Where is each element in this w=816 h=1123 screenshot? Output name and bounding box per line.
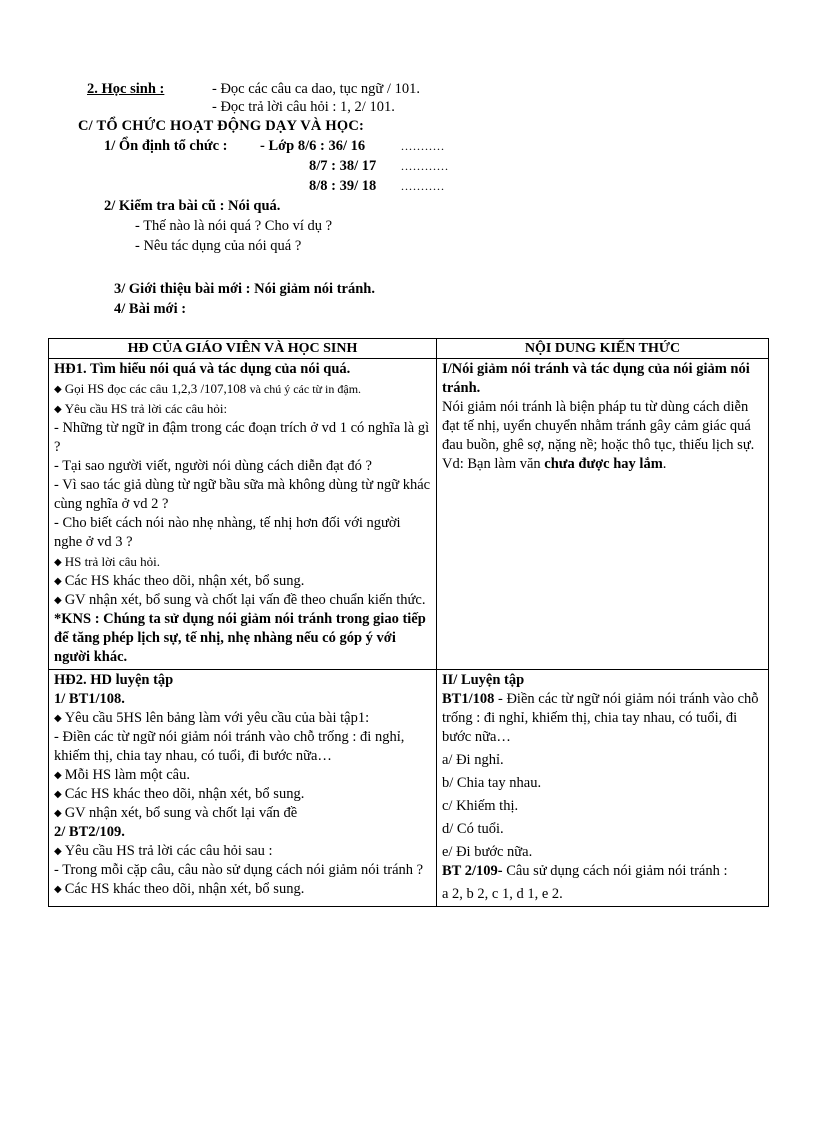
activity-1-question-2: - Tại sao người viết, người nói dùng cách diễn đạt đó ? xyxy=(54,458,372,474)
knowledge-1-example: Vd: Bạn làm văn chưa được hay lắm. xyxy=(442,456,667,472)
knowledge-1-definition: Nói giảm nói tránh là biện pháp tu từ dùng cách diễn đạt tế nhị, uyển chuyển nhằm tránh gây cảm giác quá đau buồn, ghê sợ, nặng nề; hoặc thô tục, thiếu lịch sự. xyxy=(442,399,755,453)
knowledge-2-answer: a 2, b 2, c 1, d 1, e 2. xyxy=(442,886,563,902)
activity-1-step-1: ◆ Gọi HS đọc các câu 1,2,3 /107,108 và chú ý các từ in đậm. xyxy=(54,381,362,396)
section-c-title: C/ TỔ CHỨC HOẠT ĐỘNG DẠY VÀ HỌC: xyxy=(78,118,365,134)
answer-a: a/ Đi nghỉ. xyxy=(442,752,504,768)
activity-1-step-4: ◆ Các HS khác theo dõi, nhận xét, bổ sung. xyxy=(54,573,305,589)
diamond-bullet-icon: ◆ xyxy=(54,557,62,568)
activity-2-step-5: ◆ Yêu cầu HS trả lời các câu hỏi sau : xyxy=(54,843,273,859)
new-lesson-label: 4/ Bài mới : xyxy=(114,301,187,317)
diamond-bullet-icon: ◆ xyxy=(54,595,62,606)
org-dots-1: ........... xyxy=(401,139,445,153)
knowledge-1-title: I/Nói giảm nói tránh và tác dụng của nói giảm nói tránh. xyxy=(442,361,750,396)
header-knowledge: NỘI DUNG KIẾN THỨC xyxy=(437,339,769,359)
knowledge-2-bt2: BT 2/109- Câu sử dụng cách nói giảm nói tránh : xyxy=(442,863,728,879)
activity-2-step-2: ◆ Mỗi HS làm một câu. xyxy=(54,767,190,783)
knowledge-2-bt1: BT1/108 - Điền các từ ngữ nói giảm nói tránh vào chỗ trống : đi nghỉ, khiếm thị, chia tay nhau, có tuổi, đi bước nữa… xyxy=(442,691,759,745)
diamond-bullet-icon: ◆ xyxy=(54,808,62,819)
diamond-bullet-icon: ◆ xyxy=(54,713,62,724)
activity-1-step-2: ◆ Yêu cầu HS trả lời các câu hỏi: xyxy=(54,401,228,416)
activity-2-step-1: ◆ Yêu cầu 5HS lên bảng làm với yêu cầu của bài tập1: xyxy=(54,710,370,726)
answer-b: b/ Chia tay nhau. xyxy=(442,775,542,791)
activity-2-title: HĐ2. HD luyện tập xyxy=(54,672,174,688)
diamond-bullet-icon: ◆ xyxy=(54,404,62,415)
knowledge-1-cell xyxy=(437,359,769,670)
activity-2-question: - Trong mỗi cặp câu, câu nào sử dụng cách nói giảm nói tránh ? xyxy=(54,862,424,878)
activity-1-cell xyxy=(49,359,437,670)
diamond-bullet-icon: ◆ xyxy=(54,576,62,587)
table-row-activity-2 xyxy=(49,670,769,907)
org-dots-3: ........... xyxy=(401,179,445,193)
org-class-3: 8/8 : 39/ 18 xyxy=(309,178,377,194)
knowledge-2-title: II/ Luyện tập xyxy=(442,672,525,688)
activity-2-step-3: ◆ Các HS khác theo dõi, nhận xét, bổ sung. xyxy=(54,786,305,802)
activity-1-step-5: ◆ GV nhận xét, bổ sung và chốt lại vấn đề theo chuẩn kiến thức. xyxy=(54,592,426,608)
review-question-2: - Nêu tác dụng của nói quá ? xyxy=(135,238,302,254)
lesson-table xyxy=(48,338,769,907)
org-dots-2: ............ xyxy=(401,159,449,173)
activity-2-task: - Điền các từ ngữ nói giảm nói tránh vào chỗ trống : đi nghỉ, khiếm thị, chia tay nhau, có tuổi, đi bước nữa… xyxy=(54,729,405,764)
answer-e: e/ Đi bước nữa. xyxy=(442,844,533,860)
activity-1-question-3: - Vì sao tác giả dùng từ ngữ bầu sữa mà không dùng từ ngữ khác cùng nghĩa ở vd 2 ? xyxy=(54,477,431,512)
review-label: 2/ Kiểm tra bài cũ : Nói quá. xyxy=(104,198,281,214)
activity-2-bt2: 2/ BT2/109. xyxy=(54,824,125,840)
diamond-bullet-icon: ◆ xyxy=(54,789,62,800)
table-row-activity-1 xyxy=(49,359,769,670)
org-class-1: - Lớp 8/6 : 36/ 16 xyxy=(260,138,366,154)
students-task-2: - Đọc trả lời câu hỏi : 1, 2/ 101. xyxy=(212,99,395,115)
diamond-bullet-icon: ◆ xyxy=(54,846,62,857)
header-teacher-student: HĐ CỦA GIÁO VIÊN VÀ HỌC SINH xyxy=(49,339,437,359)
diamond-bullet-icon: ◆ xyxy=(54,770,62,781)
intro-new-lesson: 3/ Giới thiệu bài mới : Nói giảm nói tránh. xyxy=(114,281,375,297)
activity-2-step-6: ◆ Các HS khác theo dõi, nhận xét, bổ sung. xyxy=(54,881,305,897)
activity-1-question-1: - Những từ ngữ in đậm trong các đoạn trích ở vd 1 có nghĩa là gì ? xyxy=(54,420,430,455)
org-label: 1/ Ổn định tổ chức : xyxy=(104,138,228,154)
review-question-1: - Thế nào là nói quá ? Cho ví dụ ? xyxy=(135,218,333,234)
answer-d: d/ Có tuổi. xyxy=(442,821,504,837)
diamond-bullet-icon: ◆ xyxy=(54,884,62,895)
activity-1-step-3: ◆ HS trả lời câu hỏi. xyxy=(54,554,161,569)
table-header-row xyxy=(49,339,769,359)
org-class-2: 8/7 : 38/ 17 xyxy=(309,158,377,174)
diamond-bullet-icon: ◆ xyxy=(54,384,62,395)
activity-1-title: HĐ1. Tìm hiểu nói quá và tác dụng của nói quá. xyxy=(54,361,351,377)
activity-2-bt1: 1/ BT1/108. xyxy=(54,691,125,707)
knowledge-2-cell xyxy=(437,670,769,907)
activity-1-kns: *KNS : Chúng ta sử dụng nói giảm nói tránh trong giao tiếp để tăng phép lịch sự, tế nhị, nhẹ nhàng nếu có góp ý với người khác. xyxy=(54,611,426,665)
answer-c: c/ Khiếm thị. xyxy=(442,798,519,814)
activity-1-question-4: - Cho biết cách nói nào nhẹ nhàng, tế nhị hơn đối với người nghe ở vd 3 ? xyxy=(54,515,401,550)
activity-2-step-4: ◆ GV nhận xét, bổ sung và chốt lại vấn đề xyxy=(54,805,298,821)
students-task-1: - Đọc các câu ca dao, tục ngữ / 101. xyxy=(212,81,420,97)
students-label: 2. Học sinh : xyxy=(87,81,165,97)
activity-2-cell xyxy=(49,670,437,907)
